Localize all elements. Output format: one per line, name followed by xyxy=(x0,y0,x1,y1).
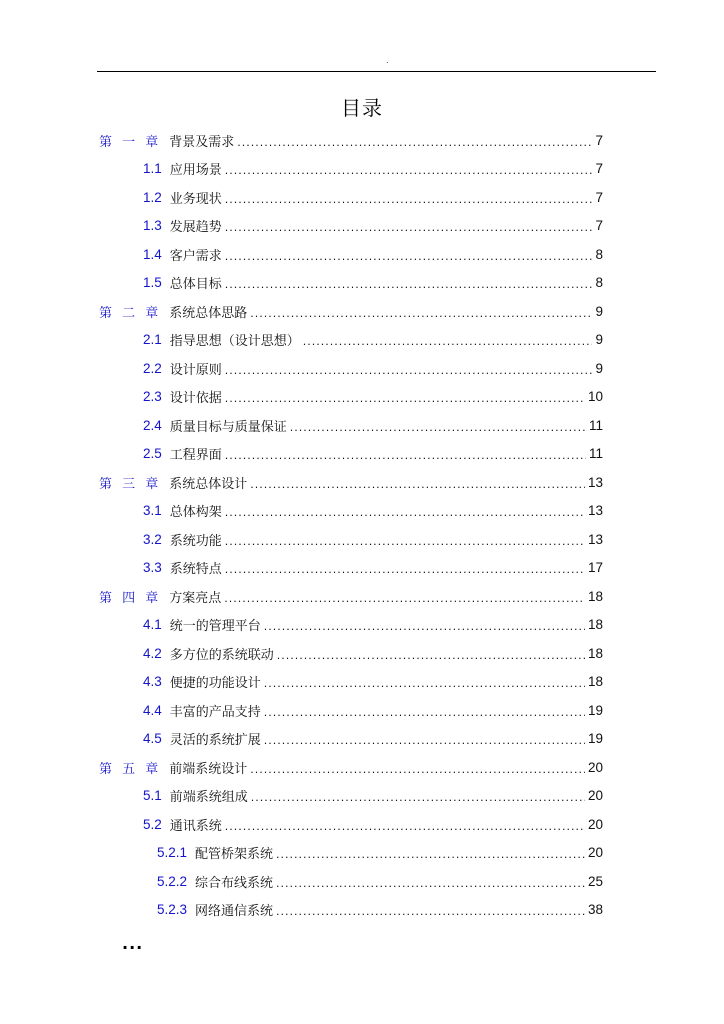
toc-entry[interactable] xyxy=(157,839,603,867)
toc-title: 便捷的功能设计 xyxy=(169,676,261,691)
toc-entry[interactable] xyxy=(157,867,603,895)
toc-title: 丰富的产品支持 xyxy=(169,704,261,720)
toc-title: 设计依据 xyxy=(169,391,222,406)
toc-leader-dots xyxy=(225,392,585,405)
toc-title: 工程界面 xyxy=(169,448,222,463)
toc-page-number: 7 xyxy=(595,218,603,233)
toc-page-number: 17 xyxy=(587,560,603,575)
toc-page-number: 18 xyxy=(587,674,603,689)
toc-title: 综合布线系统 xyxy=(195,875,274,891)
toc-page-number: 7 xyxy=(595,161,603,176)
toc-page-number: 10 xyxy=(587,389,603,404)
toc-leader-dots xyxy=(276,848,585,861)
toc-leader-dots xyxy=(290,421,586,434)
toc-leader-dots xyxy=(250,763,585,776)
toc-number: 4.5 xyxy=(143,731,162,746)
toc-number: 4.3 xyxy=(143,674,162,689)
toc-page-number: 38 xyxy=(587,902,603,917)
toc-leader-dots xyxy=(277,649,585,662)
toc-entry[interactable] xyxy=(143,668,603,696)
toc-number: 5.2.2 xyxy=(157,873,188,889)
toc-title: 设计原则 xyxy=(169,362,222,378)
toc-number: 4.1 xyxy=(143,617,162,632)
toc-page-number: 20 xyxy=(587,788,603,803)
toc-entry[interactable] xyxy=(143,782,603,810)
toc-number: 1.1 xyxy=(143,161,162,176)
toc-leader-dots xyxy=(276,905,585,918)
toc-page-number: 13 xyxy=(587,531,603,547)
toc-number: 4.2 xyxy=(143,645,162,661)
toc-number: 5.2.3 xyxy=(157,902,188,917)
toc-title: 通讯系统 xyxy=(169,818,222,834)
toc-page-number: 8 xyxy=(595,275,603,290)
toc-number: 2.1 xyxy=(143,332,162,347)
toc-title: 指导思想（设计思想） xyxy=(169,334,300,349)
toc-leader-dots xyxy=(225,221,593,234)
page-title: 目录 xyxy=(341,96,383,120)
toc-title: 多方位的系统联动 xyxy=(169,647,274,663)
toc-leader-dots xyxy=(264,706,585,719)
toc-leader-dots xyxy=(224,592,585,605)
toc-leader-dots xyxy=(225,820,585,833)
toc-entry[interactable] xyxy=(99,126,603,154)
toc-title: 配管桥架系统 xyxy=(195,847,274,862)
toc-number: 第 五 章 xyxy=(99,761,162,777)
toc-leader-dots xyxy=(225,250,593,263)
toc-entry[interactable] xyxy=(143,269,603,297)
toc-entry[interactable] xyxy=(143,497,603,525)
toc-title: 质量目标与质量保证 xyxy=(169,419,287,435)
toc-title: 前端系统组成 xyxy=(169,790,248,805)
toc-entry[interactable] xyxy=(143,155,603,183)
toc-leader-dots xyxy=(225,535,585,548)
toc-leader-dots xyxy=(276,877,585,890)
toc-title: 系统功能 xyxy=(169,533,222,549)
toc-leader-dots xyxy=(225,164,593,177)
toc-number: 3.1 xyxy=(143,503,162,518)
toc-page-number: 19 xyxy=(587,702,603,718)
toc-number: 5.2 xyxy=(143,816,162,832)
toc-entry[interactable] xyxy=(143,554,603,582)
toc-page-number: 19 xyxy=(587,731,603,746)
toc-page-number: 8 xyxy=(595,246,603,262)
toc-entry[interactable] xyxy=(143,354,603,382)
toc-leader-dots xyxy=(225,563,585,576)
toc-page-number: 20 xyxy=(587,816,603,832)
toc-page-number: 11 xyxy=(588,417,603,433)
header-dot: . xyxy=(386,56,389,65)
toc-page-number: 9 xyxy=(595,303,603,319)
toc-leader-dots xyxy=(264,677,585,690)
toc-number: 2.3 xyxy=(143,389,162,404)
toc-entry[interactable] xyxy=(143,525,603,553)
toc-title: 方案亮点 xyxy=(169,590,222,606)
toc-leader-dots xyxy=(264,734,585,747)
toc-leader-dots xyxy=(250,478,585,491)
toc-title: 总体构架 xyxy=(169,505,222,520)
toc-number: 2.4 xyxy=(143,417,162,433)
toc-entry[interactable] xyxy=(143,383,603,411)
toc-entry[interactable] xyxy=(99,297,603,325)
toc-entry[interactable] xyxy=(99,582,603,610)
toc-page-number: 25 xyxy=(587,873,603,889)
header-rule xyxy=(97,71,656,72)
toc-title: 发展趋势 xyxy=(169,220,222,235)
toc-leader-dots xyxy=(225,278,593,291)
toc-number: 1.2 xyxy=(143,189,162,205)
toc-page-number: 7 xyxy=(595,189,603,205)
toc-entry[interactable] xyxy=(99,468,603,496)
toc-page-number: 9 xyxy=(595,332,603,347)
toc-number: 第 二 章 xyxy=(99,305,162,321)
toc-leader-dots xyxy=(225,506,585,519)
toc-number: 5.1 xyxy=(143,788,162,803)
toc-number: 5.2.1 xyxy=(157,845,188,860)
toc-number: 3.2 xyxy=(143,531,162,547)
toc-entry[interactable] xyxy=(143,240,603,268)
toc-number: 第 一 章 xyxy=(99,134,162,150)
toc-title: 网络通信系统 xyxy=(195,904,274,919)
toc-entry[interactable] xyxy=(143,212,603,240)
toc-number: 2.5 xyxy=(143,446,162,461)
toc-page-number: 7 xyxy=(595,132,603,148)
toc-title: 系统总体思路 xyxy=(169,305,248,321)
toc-entry[interactable] xyxy=(143,639,603,667)
toc-title: 应用场景 xyxy=(169,163,222,178)
toc-entry[interactable] xyxy=(143,440,603,468)
toc-number: 第 三 章 xyxy=(99,476,162,492)
toc-entry[interactable] xyxy=(143,810,603,838)
toc-leader-dots xyxy=(225,193,593,206)
toc-page-number: 18 xyxy=(587,617,603,632)
toc-page-number: 9 xyxy=(595,360,603,376)
toc-title: 背景及需求 xyxy=(169,134,235,150)
toc-title: 统一的管理平台 xyxy=(169,619,261,634)
toc-title: 系统总体设计 xyxy=(169,476,248,492)
toc-number: 第 四 章 xyxy=(99,590,162,606)
toc-page-number: 11 xyxy=(588,446,603,461)
toc-number: 2.2 xyxy=(143,360,162,376)
toc-entry[interactable] xyxy=(143,611,603,639)
toc-entry[interactable] xyxy=(99,753,603,781)
toc-number: 1.5 xyxy=(143,275,162,290)
toc-page-number: 20 xyxy=(587,845,603,860)
toc-title: 前端系统设计 xyxy=(169,761,248,777)
toc-leader-dots xyxy=(250,307,592,320)
toc-title: 灵活的系统扩展 xyxy=(169,733,261,748)
toc-entry[interactable] xyxy=(157,896,603,924)
toc-entry[interactable] xyxy=(143,725,603,753)
toc-number: 1.3 xyxy=(143,218,162,233)
toc-entry[interactable] xyxy=(143,411,603,439)
toc-leader-dots xyxy=(225,364,593,377)
toc-number: 4.4 xyxy=(143,702,162,718)
toc-number: 1.4 xyxy=(143,246,162,262)
toc-title: 客户需求 xyxy=(169,248,222,264)
toc-entry[interactable] xyxy=(143,326,603,354)
toc-page-number: 20 xyxy=(587,759,603,775)
toc-entry[interactable] xyxy=(143,183,603,211)
toc-page-number: 13 xyxy=(587,474,603,490)
toc-title: 系统特点 xyxy=(169,562,222,577)
toc-number: 3.3 xyxy=(143,560,162,575)
toc-page-number: 18 xyxy=(587,645,603,661)
toc-title: 业务现状 xyxy=(169,191,222,207)
toc-leader-dots xyxy=(225,449,586,462)
toc-page-number: 13 xyxy=(587,503,603,518)
toc-leader-dots xyxy=(264,620,585,633)
toc-leader-dots xyxy=(303,335,593,348)
toc-leader-dots xyxy=(251,791,585,804)
continuation-ellipsis: ... xyxy=(122,934,144,953)
toc-leader-dots xyxy=(237,136,592,149)
toc-page-number: 18 xyxy=(587,588,603,604)
toc-title: 总体目标 xyxy=(169,277,222,292)
toc-entry[interactable] xyxy=(143,696,603,724)
